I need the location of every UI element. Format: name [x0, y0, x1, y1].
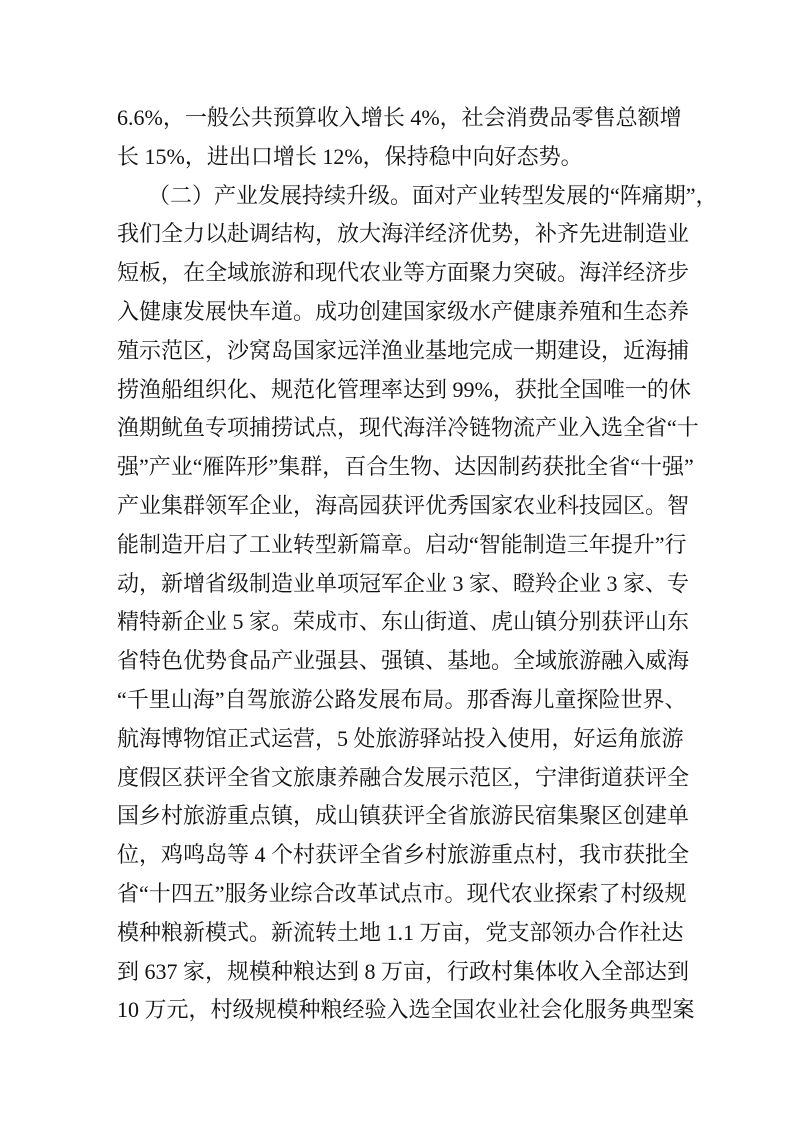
text-line: “千里山海”自驾旅游公路发展布局。那香海儿童探险世界、: [117, 686, 687, 712]
text-line: 度假区获评全省文旅康养融合发展示范区，宁津街道获评全: [117, 764, 690, 790]
text-line: 入健康发展快车道。成功创建国家级水产健康养殖和生态养: [117, 298, 690, 324]
text-line: 精特新企业 5 家。荣成市、东山街道、虎山镇分别获评山东: [117, 609, 690, 635]
section-heading-line: （二）产业发展持续升级。面对产业转型发展的“阵痛期”，: [148, 182, 718, 208]
text-line: 省“十四五”服务业综合改革试点市。现代农业探索了村级规: [117, 880, 687, 906]
text-line: 到 637 家，规模种粮达到 8 万亩，行政村集体收入全部达到: [117, 958, 690, 984]
text-line: 捞渔船组织化、规范化管理率达到 99%，获批全国唯一的休: [117, 376, 691, 402]
text-line: 位，鸡鸣岛等 4 个村获评全省乡村旅游重点村，我市获批全: [117, 842, 690, 868]
text-line: 渔期鱿鱼专项捕捞试点，现代海洋冷链物流产业入选全省“十: [117, 415, 699, 441]
text-line: 产业集群领军企业，海高园获评优秀国家农业科技园区。智: [117, 492, 690, 518]
text-line: 10 万元，村级规模种粮经验入选全国农业社会化服务典型案: [117, 997, 695, 1023]
text-line: 我们全力以赴调结构，放大海洋经济优势，补齐先进制造业: [117, 221, 690, 247]
text-line: 6.6%，一般公共预算收入增长 4%，社会消费品零售总额增: [117, 105, 682, 130]
text-line: 航海博物馆正式运营，5 处旅游驿站投入使用，好运角旅游: [117, 725, 684, 751]
text-line: 长 15%，进出口增长 12%，保持稳中向好态势。: [117, 143, 583, 169]
text-line: 动，新增省级制造业单项冠军企业 3 家、瞪羚企业 3 家、专: [117, 570, 690, 596]
text-line: 短板，在全域旅游和现代农业等方面聚力突破。海洋经济步: [117, 260, 690, 286]
text-line: 模种粮新模式。新流转土地 1.1 万亩，党支部领办合作社达: [117, 919, 684, 945]
text-line: 能制造开启了工业转型新篇章。启动“智能制造三年提升”行: [117, 531, 687, 557]
text-line: 强”产业“雁阵形”集群，百合生物、达因制药获批全省“十强”: [117, 454, 694, 480]
text-line: 国乡村旅游重点镇，成山镇获评全省旅游民宿集聚区创建单: [117, 803, 690, 829]
document-page: [117, 99, 718, 1030]
text-line: 省特色优势食品产业强县、强镇、基地。全域旅游融入威海: [117, 648, 690, 674]
text-line: 殖示范区，沙窝岛国家远洋渔业基地完成一期建设，近海捕: [117, 337, 690, 363]
